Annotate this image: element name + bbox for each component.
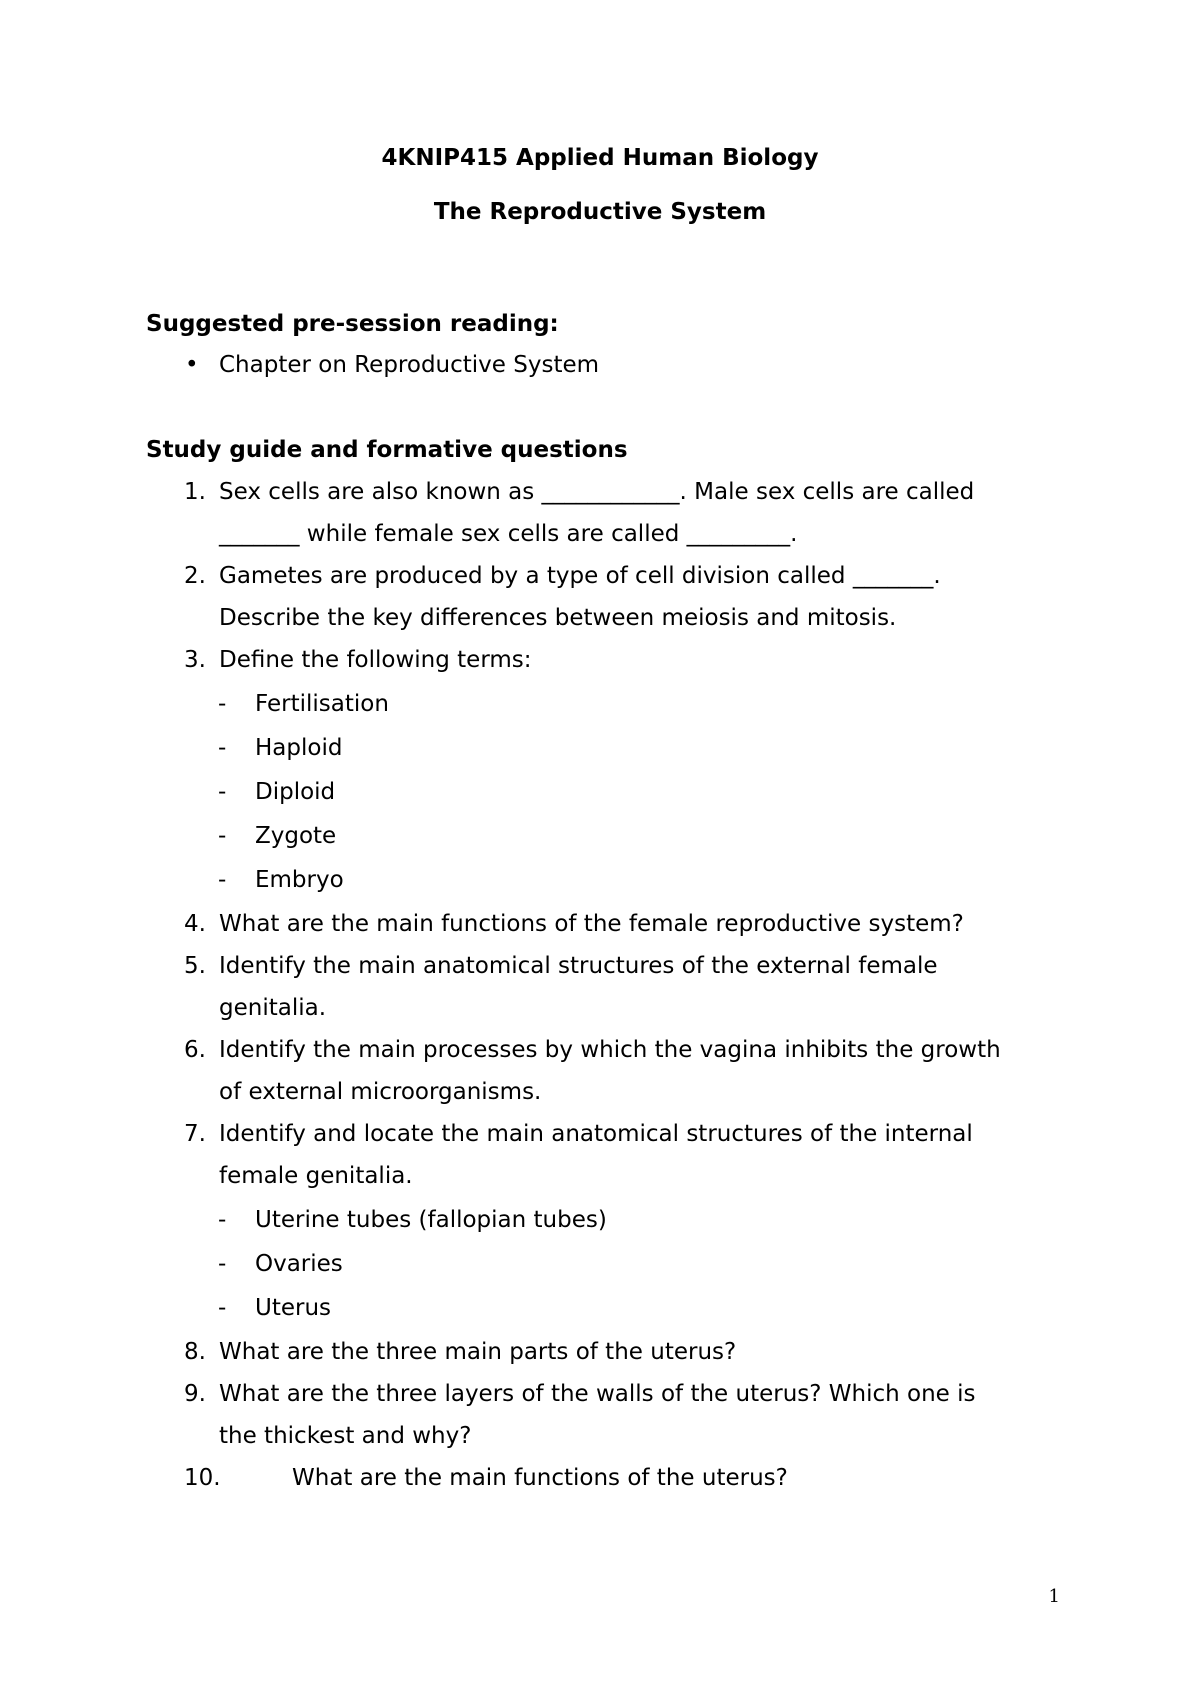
question-number: 2. <box>184 563 206 589</box>
structure-item: Ovaries <box>255 1251 343 1277</box>
question-text: Identify the main anatomical structures of the external female <box>219 953 938 979</box>
term-item: Zygote <box>255 823 337 849</box>
page-number: 1 <box>1048 1586 1060 1607</box>
question-text: female genitalia. <box>219 1163 413 1189</box>
question-text: Define the following terms: <box>219 647 532 673</box>
dash-icon: - <box>218 823 227 849</box>
term-item: Diploid <box>255 779 336 805</box>
topic-title: The Reproductive System <box>433 199 767 225</box>
bullet-icon: • <box>185 352 199 378</box>
question-number: 1. <box>184 479 206 505</box>
question-text: Describe the key differences between meiosis and mitosis. <box>219 605 897 631</box>
dash-icon: - <box>218 1251 227 1277</box>
question-text: Identify the main processes by which the vagina inhibits the growth <box>219 1037 1001 1063</box>
question-number: 3. <box>184 647 206 673</box>
question-text: What are the three main parts of the uterus? <box>219 1339 737 1365</box>
question-text: Sex cells are also known as ____________. Male sex cells are called <box>219 479 975 505</box>
question-text: of external microorganisms. <box>219 1079 542 1105</box>
question-number: 8. <box>184 1339 206 1365</box>
question-text: _______ while female sex cells are called _________. <box>219 521 798 547</box>
term-item: Fertilisation <box>255 691 389 717</box>
term-item: Haploid <box>255 735 343 761</box>
question-number: 5. <box>184 953 206 979</box>
question-number: 7. <box>184 1121 206 1147</box>
question-text: genitalia. <box>219 995 327 1021</box>
term-item: Embryo <box>255 867 344 893</box>
dash-icon: - <box>218 779 227 805</box>
reading-item: Chapter on Reproductive System <box>219 352 600 378</box>
question-number: 9. <box>184 1381 206 1407</box>
question-text: the thickest and why? <box>219 1423 472 1449</box>
question-text: What are the main functions of the uterus? <box>292 1465 788 1491</box>
question-text: What are the three layers of the walls of the uterus? Which one is <box>219 1381 976 1407</box>
dash-icon: - <box>218 1207 227 1233</box>
question-number: 6. <box>184 1037 206 1063</box>
question-number: 4. <box>184 911 206 937</box>
study-heading: Study guide and formative questions <box>146 437 628 463</box>
question-text: What are the main functions of the female reproductive system? <box>219 911 964 937</box>
course-title: 4KNIP415 Applied Human Biology <box>381 145 819 171</box>
question-number: 10. <box>184 1465 221 1491</box>
dash-icon: - <box>218 691 227 717</box>
dash-icon: - <box>218 867 227 893</box>
question-text: Identify and locate the main anatomical structures of the internal <box>219 1121 973 1147</box>
structure-item: Uterine tubes (fallopian tubes) <box>255 1207 607 1233</box>
reading-heading: Suggested pre-session reading: <box>146 311 559 337</box>
structure-item: Uterus <box>255 1295 332 1321</box>
dash-icon: - <box>218 1295 227 1321</box>
dash-icon: - <box>218 735 227 761</box>
question-text: Gametes are produced by a type of cell division called _______. <box>219 563 941 589</box>
